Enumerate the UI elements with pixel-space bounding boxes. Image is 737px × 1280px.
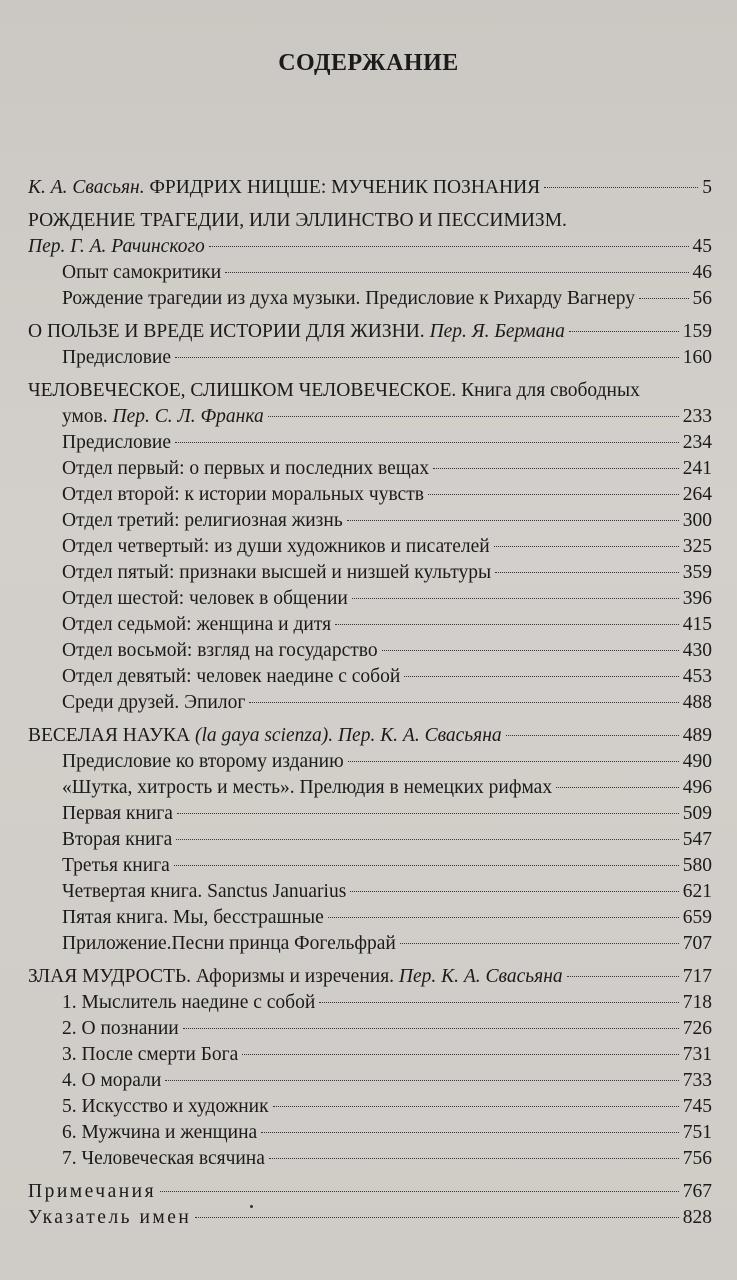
toc-entry-title bbox=[62, 1094, 269, 1120]
toc-entry-title bbox=[28, 319, 565, 345]
dot-leader bbox=[495, 572, 679, 573]
toc-subentry[interactable] bbox=[28, 1120, 712, 1146]
toc-title-part: Пер. Я. Бермана bbox=[429, 321, 565, 342]
toc-page-number: 580 bbox=[682, 855, 712, 876]
toc-title-part: Отдел первый: о первых и последних вещах bbox=[62, 458, 430, 479]
toc-page-number: 160 bbox=[682, 347, 712, 368]
toc-entry[interactable] bbox=[28, 1205, 712, 1231]
toc-page-number: 496 bbox=[682, 777, 712, 798]
toc-entry-title bbox=[62, 534, 490, 560]
toc-title-part: (la gaya scienza). Пер. К. А. Свасьяна bbox=[195, 725, 502, 746]
dot-leader bbox=[261, 1132, 679, 1133]
toc-title-part: Предисловие bbox=[62, 432, 172, 453]
toc-entry-title bbox=[62, 430, 171, 456]
toc-subentry[interactable] bbox=[28, 1094, 712, 1120]
toc-page-number: 159 bbox=[682, 321, 712, 342]
toc-page-number: 547 bbox=[682, 829, 712, 850]
toc-title-part: 1. Мыслитель наедине с собой bbox=[62, 992, 316, 1013]
toc-subentry[interactable] bbox=[28, 560, 712, 586]
dot-leader bbox=[400, 943, 679, 944]
toc-title-part: 3. После смерти Бога bbox=[62, 1044, 239, 1065]
toc-page-number: 717 bbox=[682, 966, 712, 987]
toc-entry-title bbox=[62, 905, 324, 931]
toc-page-number: 733 bbox=[682, 1070, 712, 1091]
toc-title-part: ФРИДРИХ НИЦШЕ: МУЧЕНИК ПОЗНАНИЯ bbox=[149, 177, 541, 198]
toc-page-number: 767 bbox=[682, 1181, 712, 1202]
toc-page-number: 359 bbox=[682, 562, 712, 583]
toc-entry-title bbox=[62, 1016, 179, 1042]
toc-title-part: Четвертая книга. Sanctus Januarius bbox=[62, 881, 347, 902]
dot-leader bbox=[165, 1080, 678, 1081]
toc-subentry[interactable] bbox=[28, 905, 712, 931]
toc-entry-title bbox=[28, 964, 563, 990]
page-title: СОДЕРЖАНИЕ bbox=[278, 50, 459, 76]
toc-subentry[interactable] bbox=[28, 664, 712, 690]
toc-page-number: 488 bbox=[682, 692, 712, 713]
toc-page-number: 430 bbox=[682, 640, 712, 661]
toc-title-part: 5. Искусство и художник bbox=[62, 1096, 269, 1117]
toc-title-part: 6. Мужчина и женщина bbox=[62, 1122, 258, 1143]
toc-title-part: умов. bbox=[62, 406, 113, 427]
toc-page-number: 731 bbox=[682, 1044, 712, 1065]
dot-leader bbox=[273, 1106, 679, 1107]
toc-title-part: Отдел четвертый: из души художников и писателей bbox=[62, 536, 490, 557]
dot-leader bbox=[269, 1158, 679, 1159]
dot-leader bbox=[352, 598, 679, 599]
toc-title-part: О ПОЛЬЗЕ И ВРЕДЕ ИСТОРИИ ДЛЯ ЖИЗНИ. bbox=[28, 321, 430, 342]
toc-title-part: Первая книга bbox=[62, 803, 173, 824]
toc-title-part: Рождение трагедии из духа музыки. Предисловие к Рихарду Вагнеру bbox=[62, 288, 636, 309]
toc-subentry[interactable] bbox=[28, 456, 712, 482]
toc-entry[interactable] bbox=[28, 234, 712, 260]
toc-title-part: Пер. Г. А. Рачинского bbox=[28, 236, 205, 257]
toc-subentry[interactable] bbox=[28, 1068, 712, 1094]
toc-page-number: 751 bbox=[682, 1122, 712, 1143]
toc-title-part: 4. О морали bbox=[62, 1070, 162, 1091]
toc-entry-title bbox=[62, 664, 400, 690]
toc-title-part: К. А. Свасьян. bbox=[28, 177, 150, 198]
dot-leader bbox=[335, 624, 679, 625]
dot-leader bbox=[347, 520, 679, 521]
toc-title-part: Пятая книга. Мы, бесстрашные bbox=[62, 907, 324, 928]
toc-title-part: Предисловие bbox=[62, 347, 172, 368]
toc-entry-title bbox=[62, 749, 344, 775]
toc-entry-title bbox=[62, 1068, 161, 1094]
toc-subentry[interactable] bbox=[28, 482, 712, 508]
toc-subentry[interactable] bbox=[28, 1146, 712, 1172]
toc-page-number: 453 bbox=[682, 666, 712, 687]
toc-title-part: 2. О познании bbox=[62, 1018, 179, 1039]
dot-leader bbox=[382, 650, 679, 651]
toc-subentry[interactable] bbox=[28, 286, 712, 312]
toc-entry-title bbox=[62, 827, 172, 853]
toc-entry-title bbox=[28, 175, 540, 201]
toc-subentry[interactable] bbox=[28, 879, 712, 905]
toc-page-number: 264 bbox=[682, 484, 712, 505]
toc-entry-title bbox=[28, 234, 205, 260]
toc-page-number: 707 bbox=[682, 933, 712, 954]
dot-leader bbox=[328, 917, 679, 918]
toc-entry-title bbox=[28, 1205, 191, 1231]
toc-title-part: Отдел второй: к истории моральных чувств bbox=[62, 484, 424, 505]
toc-subentry[interactable] bbox=[28, 853, 712, 879]
toc-entry-title bbox=[62, 990, 315, 1016]
toc-entry-title bbox=[62, 345, 171, 371]
toc-page-number: 489 bbox=[682, 725, 712, 746]
toc-subentry[interactable] bbox=[28, 638, 712, 664]
dot-leader bbox=[433, 468, 679, 469]
toc-subentry[interactable] bbox=[28, 1042, 712, 1068]
toc-title-part: Среди друзей. Эпилог bbox=[62, 692, 246, 713]
dot-leader bbox=[225, 272, 688, 273]
toc-entry-title bbox=[62, 456, 429, 482]
dot-leader bbox=[428, 494, 679, 495]
toc-subentry[interactable] bbox=[28, 612, 712, 638]
toc-page-number: 234 bbox=[682, 432, 712, 453]
toc-entry-title bbox=[62, 586, 348, 612]
toc-subentry[interactable] bbox=[28, 508, 712, 534]
dot-leader bbox=[242, 1054, 678, 1055]
toc-page-number: 5 bbox=[702, 177, 712, 198]
toc-page-number: 396 bbox=[682, 588, 712, 609]
toc-entry[interactable] bbox=[28, 964, 712, 990]
toc-page-number: 828 bbox=[682, 1207, 712, 1228]
table-of-contents bbox=[28, 175, 712, 1231]
dot-leader bbox=[319, 1002, 678, 1003]
toc-entry-title bbox=[62, 482, 424, 508]
toc-page-number: 621 bbox=[682, 881, 712, 902]
toc-page-number: 300 bbox=[682, 510, 712, 531]
toc-title-part: Отдел седьмой: женщина и дитя bbox=[62, 614, 332, 635]
dot-leader bbox=[569, 331, 679, 332]
toc-section-heading: ЧЕЛОВЕЧЕСКОЕ, СЛИШКОМ ЧЕЛОВЕЧЕСКОЕ. Книга для свободных bbox=[28, 380, 640, 401]
toc-title-part: «Шутка, хитрость и месть». Прелюдия в немецких рифмах bbox=[62, 777, 553, 798]
dot-leader bbox=[175, 442, 679, 443]
dot-leader bbox=[174, 865, 679, 866]
toc-title-part: Отдел третий: религиозная жизнь bbox=[62, 510, 343, 531]
toc-page-number: 56 bbox=[692, 288, 712, 309]
dot-leader bbox=[183, 1028, 679, 1029]
toc-title-part: ЗЛАЯ МУДРОСТЬ. Афоризмы и изречения. bbox=[28, 966, 399, 987]
toc-entry-title bbox=[62, 690, 245, 716]
dot-leader bbox=[639, 298, 688, 299]
toc-page-number: 490 bbox=[682, 751, 712, 772]
toc-subentry[interactable] bbox=[28, 260, 712, 286]
toc-entry-title bbox=[62, 879, 346, 905]
toc-entry-title bbox=[62, 775, 552, 801]
toc-subentry[interactable] bbox=[28, 404, 712, 430]
toc-subentry[interactable] bbox=[28, 345, 712, 371]
toc-entry-title bbox=[62, 1146, 265, 1172]
toc-entry-title bbox=[62, 638, 378, 664]
toc-title-part: Пер. К. А. Свасьяна bbox=[398, 966, 563, 987]
toc-page-number: 745 bbox=[682, 1096, 712, 1117]
toc-section-heading: РОЖДЕНИЕ ТРАГЕДИИ, ИЛИ ЭЛЛИНСТВО И ПЕССИМИЗМ. bbox=[28, 210, 567, 231]
toc-entry-title bbox=[62, 560, 491, 586]
dot-leader bbox=[160, 1191, 679, 1192]
toc-subentry[interactable] bbox=[28, 827, 712, 853]
toc-entry-title bbox=[62, 853, 170, 879]
toc-title-part: Примечания bbox=[28, 1181, 157, 1202]
toc-title-part: ВЕСЕЛАЯ НАУКА bbox=[28, 725, 195, 746]
toc-entry[interactable] bbox=[28, 1179, 712, 1205]
dot-leader bbox=[567, 976, 679, 977]
toc-entry-title bbox=[62, 508, 343, 534]
toc-page-number: 233 bbox=[682, 406, 712, 427]
toc-entry-title bbox=[62, 931, 396, 957]
toc-page-number: 726 bbox=[682, 1018, 712, 1039]
dot-leader bbox=[175, 357, 679, 358]
toc-title-part: Указатель имен bbox=[28, 1207, 192, 1228]
toc-entry-title bbox=[62, 286, 635, 312]
toc-title-part: Третья книга bbox=[62, 855, 170, 876]
toc-page-number: 46 bbox=[692, 262, 712, 283]
dot-leader bbox=[249, 702, 678, 703]
toc-subentry[interactable] bbox=[28, 430, 712, 456]
toc-subentry[interactable] bbox=[28, 990, 712, 1016]
toc-title-part: Вторая книга bbox=[62, 829, 173, 850]
toc-page-number: 325 bbox=[682, 536, 712, 557]
dot-leader bbox=[404, 676, 678, 677]
toc-title-part: Отдел восьмой: взгляд на государство bbox=[62, 640, 378, 661]
toc-page-number: 509 bbox=[682, 803, 712, 824]
dot-leader bbox=[176, 839, 678, 840]
toc-title-part: Предисловие ко второму изданию bbox=[62, 751, 344, 772]
dot-leader bbox=[556, 787, 679, 788]
toc-page-number: 241 bbox=[682, 458, 712, 479]
toc-entry-title bbox=[62, 260, 221, 286]
toc-entry[interactable] bbox=[28, 175, 712, 201]
dot-leader bbox=[268, 416, 679, 417]
toc-entry-title bbox=[62, 1042, 238, 1068]
toc-entry-title bbox=[28, 1179, 156, 1205]
toc-entry[interactable] bbox=[28, 723, 712, 749]
dot-leader bbox=[506, 735, 679, 736]
toc-subentry[interactable] bbox=[28, 586, 712, 612]
toc-entry[interactable] bbox=[28, 319, 712, 345]
dot-leader bbox=[494, 546, 679, 547]
toc-subentry[interactable] bbox=[28, 775, 712, 801]
toc-subentry[interactable] bbox=[28, 534, 712, 560]
toc-subentry[interactable] bbox=[28, 931, 712, 957]
toc-subentry[interactable] bbox=[28, 690, 712, 716]
toc-page-number: 718 bbox=[682, 992, 712, 1013]
toc-entry-title bbox=[62, 612, 331, 638]
toc-subentry[interactable] bbox=[28, 749, 712, 775]
dot-leader bbox=[348, 761, 679, 762]
dot-leader bbox=[177, 813, 679, 814]
toc-page-number: 659 bbox=[682, 907, 712, 928]
dot-leader bbox=[195, 1217, 678, 1218]
toc-title-part: Приложение.Песни принца Фогельфрай bbox=[62, 933, 396, 954]
toc-entry-title bbox=[62, 801, 173, 827]
toc-title-part: 7. Человеческая всячина bbox=[62, 1148, 265, 1169]
toc-page-number: 415 bbox=[682, 614, 712, 635]
toc-page-number: 45 bbox=[692, 236, 712, 257]
dot-leader bbox=[350, 891, 678, 892]
toc-page-number: 756 bbox=[682, 1148, 712, 1169]
dot-leader bbox=[544, 187, 698, 188]
toc-entry-title bbox=[28, 723, 502, 749]
print-mark bbox=[250, 1205, 253, 1208]
toc-entry-title bbox=[62, 1120, 257, 1146]
toc-entry-title bbox=[62, 404, 264, 430]
dot-leader bbox=[209, 246, 689, 247]
toc-title-part: Пер. С. Л. Франка bbox=[112, 406, 264, 427]
toc-subentry[interactable] bbox=[28, 1016, 712, 1042]
toc-title-part: Отдел девятый: человек наедине с собой bbox=[62, 666, 401, 687]
toc-title-part: Отдел шестой: человек в общении bbox=[62, 588, 348, 609]
toc-title-part: Опыт самокритики bbox=[62, 262, 222, 283]
toc-subentry[interactable] bbox=[28, 801, 712, 827]
toc-title-part: Отдел пятый: признаки высшей и низшей культуры bbox=[62, 562, 492, 583]
